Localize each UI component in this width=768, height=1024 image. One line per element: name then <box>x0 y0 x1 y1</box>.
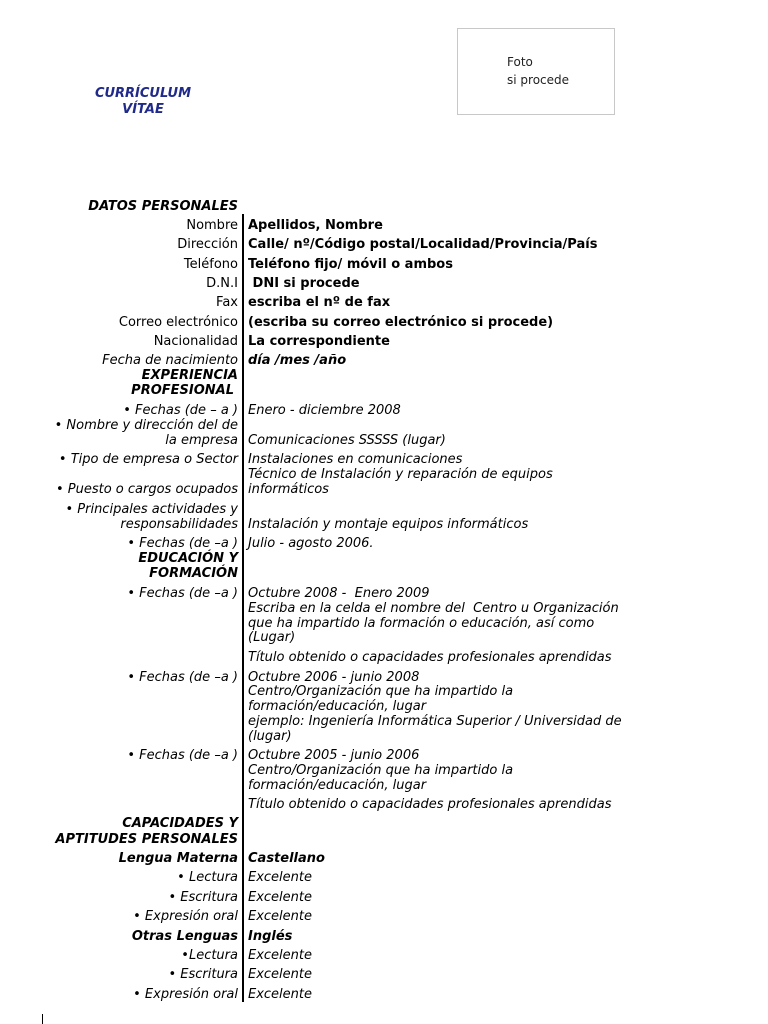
section-heading-education-line1: EDUCACIÓN Y <box>138 551 238 566</box>
value-edu-1-title[interactable]: Título obtenido o capacidades profesionales aprendidas <box>248 650 612 665</box>
label-exp-activities-line2: responsabilidades <box>120 517 238 532</box>
value-o-oral[interactable]: Excelente <box>248 987 312 1002</box>
value-telefono[interactable]: Teléfono fijo/ móvil o ambos <box>248 257 453 272</box>
photo-caption <box>507 53 569 89</box>
label-mother-tongue: Lengua Materna <box>118 851 238 866</box>
value-edu-1-date[interactable]: Octubre 2008 - Enero 2009 <box>248 586 430 601</box>
value-nombre[interactable]: Apellidos, Nombre <box>248 218 383 233</box>
value-m-reading[interactable]: Excelente <box>248 870 312 885</box>
label-exp-dates2: • Fechas (de –a ) <box>127 536 238 551</box>
value-exp-company[interactable]: Comunicaciones SSSSS (lugar) <box>248 433 446 448</box>
value-direccion[interactable]: Calle/ nº/Código postal/Localidad/Provincia/País <box>248 237 598 252</box>
label-exp-company-line1: • Nombre y dirección del de <box>54 418 238 433</box>
label-correo: Correo electrónico <box>118 315 238 330</box>
label-exp-dates1: • Fechas (de – a ) <box>123 403 238 418</box>
value-dni[interactable]: DNI si procede <box>248 276 360 291</box>
label-o-writing: • Escritura <box>168 967 238 982</box>
value-edu-1-line1[interactable]: Escriba en la celda el nombre del Centro u Organización <box>248 601 619 616</box>
value-edu-2-line2[interactable]: formación/educación, lugar <box>248 699 427 714</box>
label-nombre: Nombre <box>186 218 238 233</box>
label-fecha-nacimiento: Fecha de nacimiento <box>102 353 238 368</box>
section-heading-experience-line1: EXPERIENCIA <box>141 368 238 383</box>
value-fecha-nacimiento[interactable]: día /mes /año <box>248 353 347 368</box>
value-exp-position-line2[interactable]: informáticos <box>248 482 329 497</box>
section-heading-skills-line2: APTITUDES PERSONALES <box>55 832 238 847</box>
value-edu-2-line3[interactable]: ejemplo: Ingeniería Informática Superior / Universidad de <box>248 714 622 729</box>
label-telefono: Teléfono <box>183 257 238 272</box>
value-correo[interactable]: (escriba su correo electrónico si procede) <box>248 315 554 330</box>
value-edu-1-line3[interactable]: (Lugar) <box>248 630 296 645</box>
label-exp-position: • Puesto o cargos ocupados <box>55 482 238 497</box>
photo-caption-line1: Foto <box>507 55 533 69</box>
value-o-writing[interactable]: Excelente <box>248 967 312 982</box>
column-divider <box>242 214 244 1002</box>
label-m-writing: • Escritura <box>168 890 238 905</box>
value-exp-position-line1[interactable]: Técnico de Instalación y reparación de equipos <box>248 467 553 482</box>
value-edu-3-title[interactable]: Título obtenido o capacidades profesionales aprendidas <box>248 797 612 812</box>
label-m-oral: • Expresión oral <box>133 909 238 924</box>
cv-title <box>80 86 206 118</box>
label-dni: D.N.I <box>206 276 238 291</box>
label-m-reading: • Lectura <box>177 870 238 885</box>
value-exp-type[interactable]: Instalaciones en comunicaciones <box>248 452 463 467</box>
value-edu-3-date[interactable]: Octubre 2005 - junio 2006 <box>248 748 420 763</box>
label-other-languages: Otras Lenguas <box>131 929 238 944</box>
cv-title-line2: VÍTAE <box>122 102 164 117</box>
value-nacionalidad[interactable]: La correspondiente <box>248 334 390 349</box>
value-edu-1-line2[interactable]: que ha impartido la formación o educación, así como <box>248 616 595 631</box>
label-o-oral: • Expresión oral <box>133 987 238 1002</box>
label-nacionalidad: Nacionalidad <box>153 334 238 349</box>
value-mother-tongue[interactable]: Castellano <box>248 851 325 866</box>
label-edu-3: • Fechas (de –a ) <box>127 748 238 763</box>
label-edu-1: • Fechas (de –a ) <box>127 586 238 601</box>
label-o-reading: •Lectura <box>181 948 238 963</box>
value-edu-2-line1[interactable]: Centro/Organización que ha impartido la <box>248 684 514 699</box>
cv-title-line1: CURRÍCULUM <box>94 86 192 101</box>
section-heading-experience-line2: PROFESIONAL <box>131 383 234 398</box>
value-edu-2-date[interactable]: Octubre 2006 - junio 2008 <box>248 670 420 685</box>
section-heading-education-line2: FORMACIÓN <box>149 566 238 581</box>
label-exp-activities-line1: • Principales actividades y <box>65 502 238 517</box>
photo-caption-line2: si procede <box>507 73 570 87</box>
section-heading-skills-line1: CAPACIDADES Y <box>122 816 238 831</box>
label-direccion: Dirección <box>177 237 238 252</box>
label-fax: Fax <box>216 295 238 310</box>
value-edu-3-line1[interactable]: Centro/Organización que ha impartido la <box>248 763 514 778</box>
section-heading-personal: DATOS PERSONALES <box>88 199 238 214</box>
value-m-writing[interactable]: Excelente <box>248 890 312 905</box>
value-fax[interactable]: escriba el nº de fax <box>248 295 391 310</box>
label-edu-2: • Fechas (de –a ) <box>127 670 238 685</box>
value-other-languages[interactable]: Inglés <box>248 929 293 944</box>
value-edu-2-line4[interactable]: (lugar) <box>248 729 292 744</box>
value-exp-dates1[interactable]: Enero - diciembre 2008 <box>248 403 401 418</box>
value-o-reading[interactable]: Excelente <box>248 948 312 963</box>
value-m-oral[interactable]: Excelente <box>248 909 312 924</box>
photo-placeholder[interactable] <box>457 28 615 115</box>
page-corner-mark <box>42 1014 48 1024</box>
value-edu-3-line2[interactable]: formación/educación, lugar <box>248 778 427 793</box>
value-exp-dates2[interactable]: Julio - agosto 2006. <box>248 536 374 551</box>
value-exp-activities[interactable]: Instalación y montaje equipos informáticos <box>248 517 529 532</box>
label-exp-company-line2: la empresa <box>165 433 238 448</box>
label-exp-type: • Tipo de empresa o Sector <box>58 452 238 467</box>
